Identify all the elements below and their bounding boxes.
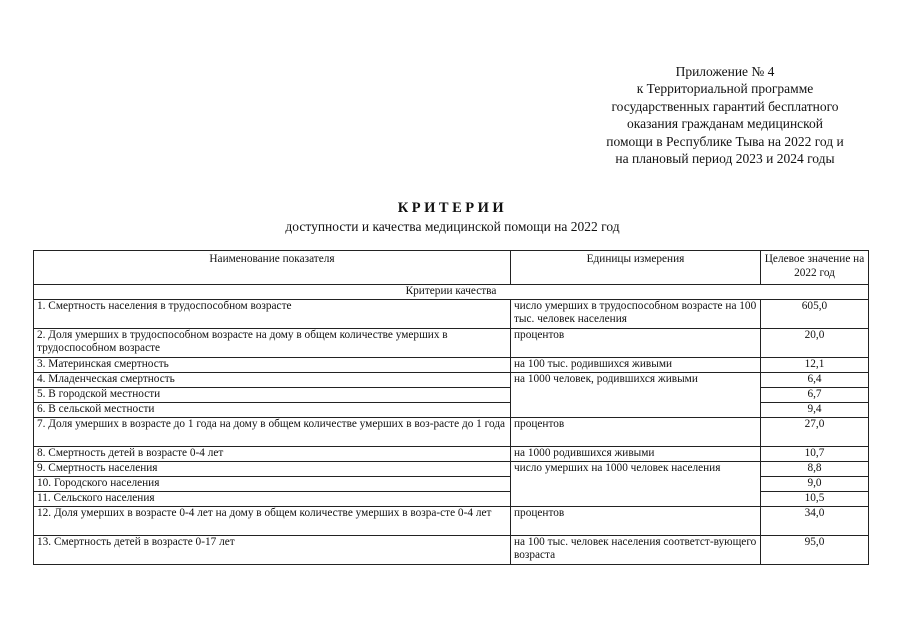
indicator-unit: на 100 тыс. человек населения соответст-вующего возраста xyxy=(511,535,761,564)
header-target-value: Целевое значение на 2022 год xyxy=(761,251,869,285)
indicator-name: 4. Младенческая смертность xyxy=(34,372,511,387)
document-subtitle: доступности и качества медицинской помощи на 2022 год xyxy=(285,219,620,234)
indicator-name: 7. Доля умерших в возрасте до 1 года на дому в общем количестве умерших в воз-расте до 1 года xyxy=(34,417,511,446)
table-row xyxy=(34,357,869,372)
indicator-unit: на 1000 родившихся живыми xyxy=(511,446,761,461)
indicator-name: 11. Сельского населения xyxy=(34,491,511,506)
table-row xyxy=(34,535,869,564)
indicator-unit: число умерших на 1000 человек населения xyxy=(511,461,761,506)
indicator-name: 9. Смертность населения xyxy=(34,461,511,476)
table-header-row xyxy=(34,251,869,285)
section-title: Критерии качества xyxy=(34,285,869,300)
indicator-value: 27,0 xyxy=(761,417,869,446)
header-unit: Единицы измерения xyxy=(511,251,761,285)
annex-line: Приложение № 4 xyxy=(675,64,775,79)
indicator-value: 6,4 xyxy=(761,372,869,387)
indicator-unit: процентов xyxy=(511,328,761,357)
indicator-unit: число умерших в трудоспособном возрасте на 100 тыс. человек населения xyxy=(511,299,761,328)
annex-line: помощи в Республике Тыва на 2022 год и xyxy=(606,133,844,149)
table-row xyxy=(34,372,869,387)
indicator-value: 8,8 xyxy=(761,461,869,476)
indicator-value: 95,0 xyxy=(761,535,869,564)
indicator-unit: процентов xyxy=(511,506,761,535)
annex-line: на плановый период 2023 и 2024 годы xyxy=(615,151,835,167)
indicator-value: 20,0 xyxy=(761,328,869,357)
annex-line: к Территориальной программе xyxy=(636,81,814,97)
indicator-name: 8. Смертность детей в возрасте 0-4 лет xyxy=(34,446,511,461)
indicator-value: 10,5 xyxy=(761,491,869,506)
section-row xyxy=(34,285,869,300)
annex-heading xyxy=(560,63,890,167)
indicator-name: 13. Смертность детей в возрасте 0-17 лет xyxy=(34,535,511,564)
indicator-name: 10. Городского населения xyxy=(34,476,511,491)
document-title: КРИТЕРИИ xyxy=(397,200,508,216)
indicator-value: 605,0 xyxy=(761,299,869,328)
table-row xyxy=(34,461,869,476)
indicator-name: 12. Доля умерших в возрасте 0-4 лет на дому в общем количестве умерших в возра-сте 0-4 лет xyxy=(34,506,511,535)
header-indicator-name: Наименование показателя xyxy=(34,251,511,285)
indicator-unit: процентов xyxy=(511,417,761,446)
indicator-name: 6. В сельской местности xyxy=(34,402,511,417)
indicator-unit: на 100 тыс. родившихся живыми xyxy=(511,357,761,372)
indicator-value: 34,0 xyxy=(761,506,869,535)
indicator-unit: на 1000 человек, родившихся живыми xyxy=(511,372,761,417)
annex-line: государственных гарантий бесплатного xyxy=(611,98,839,114)
table-row xyxy=(34,417,869,446)
annex-line: оказания гражданам медицинской xyxy=(626,116,824,132)
indicator-name: 3. Материнская смертность xyxy=(34,357,511,372)
indicator-value: 9,0 xyxy=(761,476,869,491)
indicator-name: 1. Смертность населения в трудоспособном возрасте xyxy=(34,299,511,328)
table-row xyxy=(34,299,869,328)
table-row xyxy=(34,446,869,461)
indicator-value: 12,1 xyxy=(761,357,869,372)
table-row xyxy=(34,506,869,535)
indicator-value: 10,7 xyxy=(761,446,869,461)
table-row xyxy=(34,328,869,357)
indicator-name: 5. В городской местности xyxy=(34,387,511,402)
indicator-value: 6,7 xyxy=(761,387,869,402)
indicator-value: 9,4 xyxy=(761,402,869,417)
indicator-name: 2. Доля умерших в трудоспособном возрасте на дому в общем количестве умерших в трудоспособном возрасте xyxy=(34,328,511,357)
criteria-table xyxy=(33,250,869,565)
